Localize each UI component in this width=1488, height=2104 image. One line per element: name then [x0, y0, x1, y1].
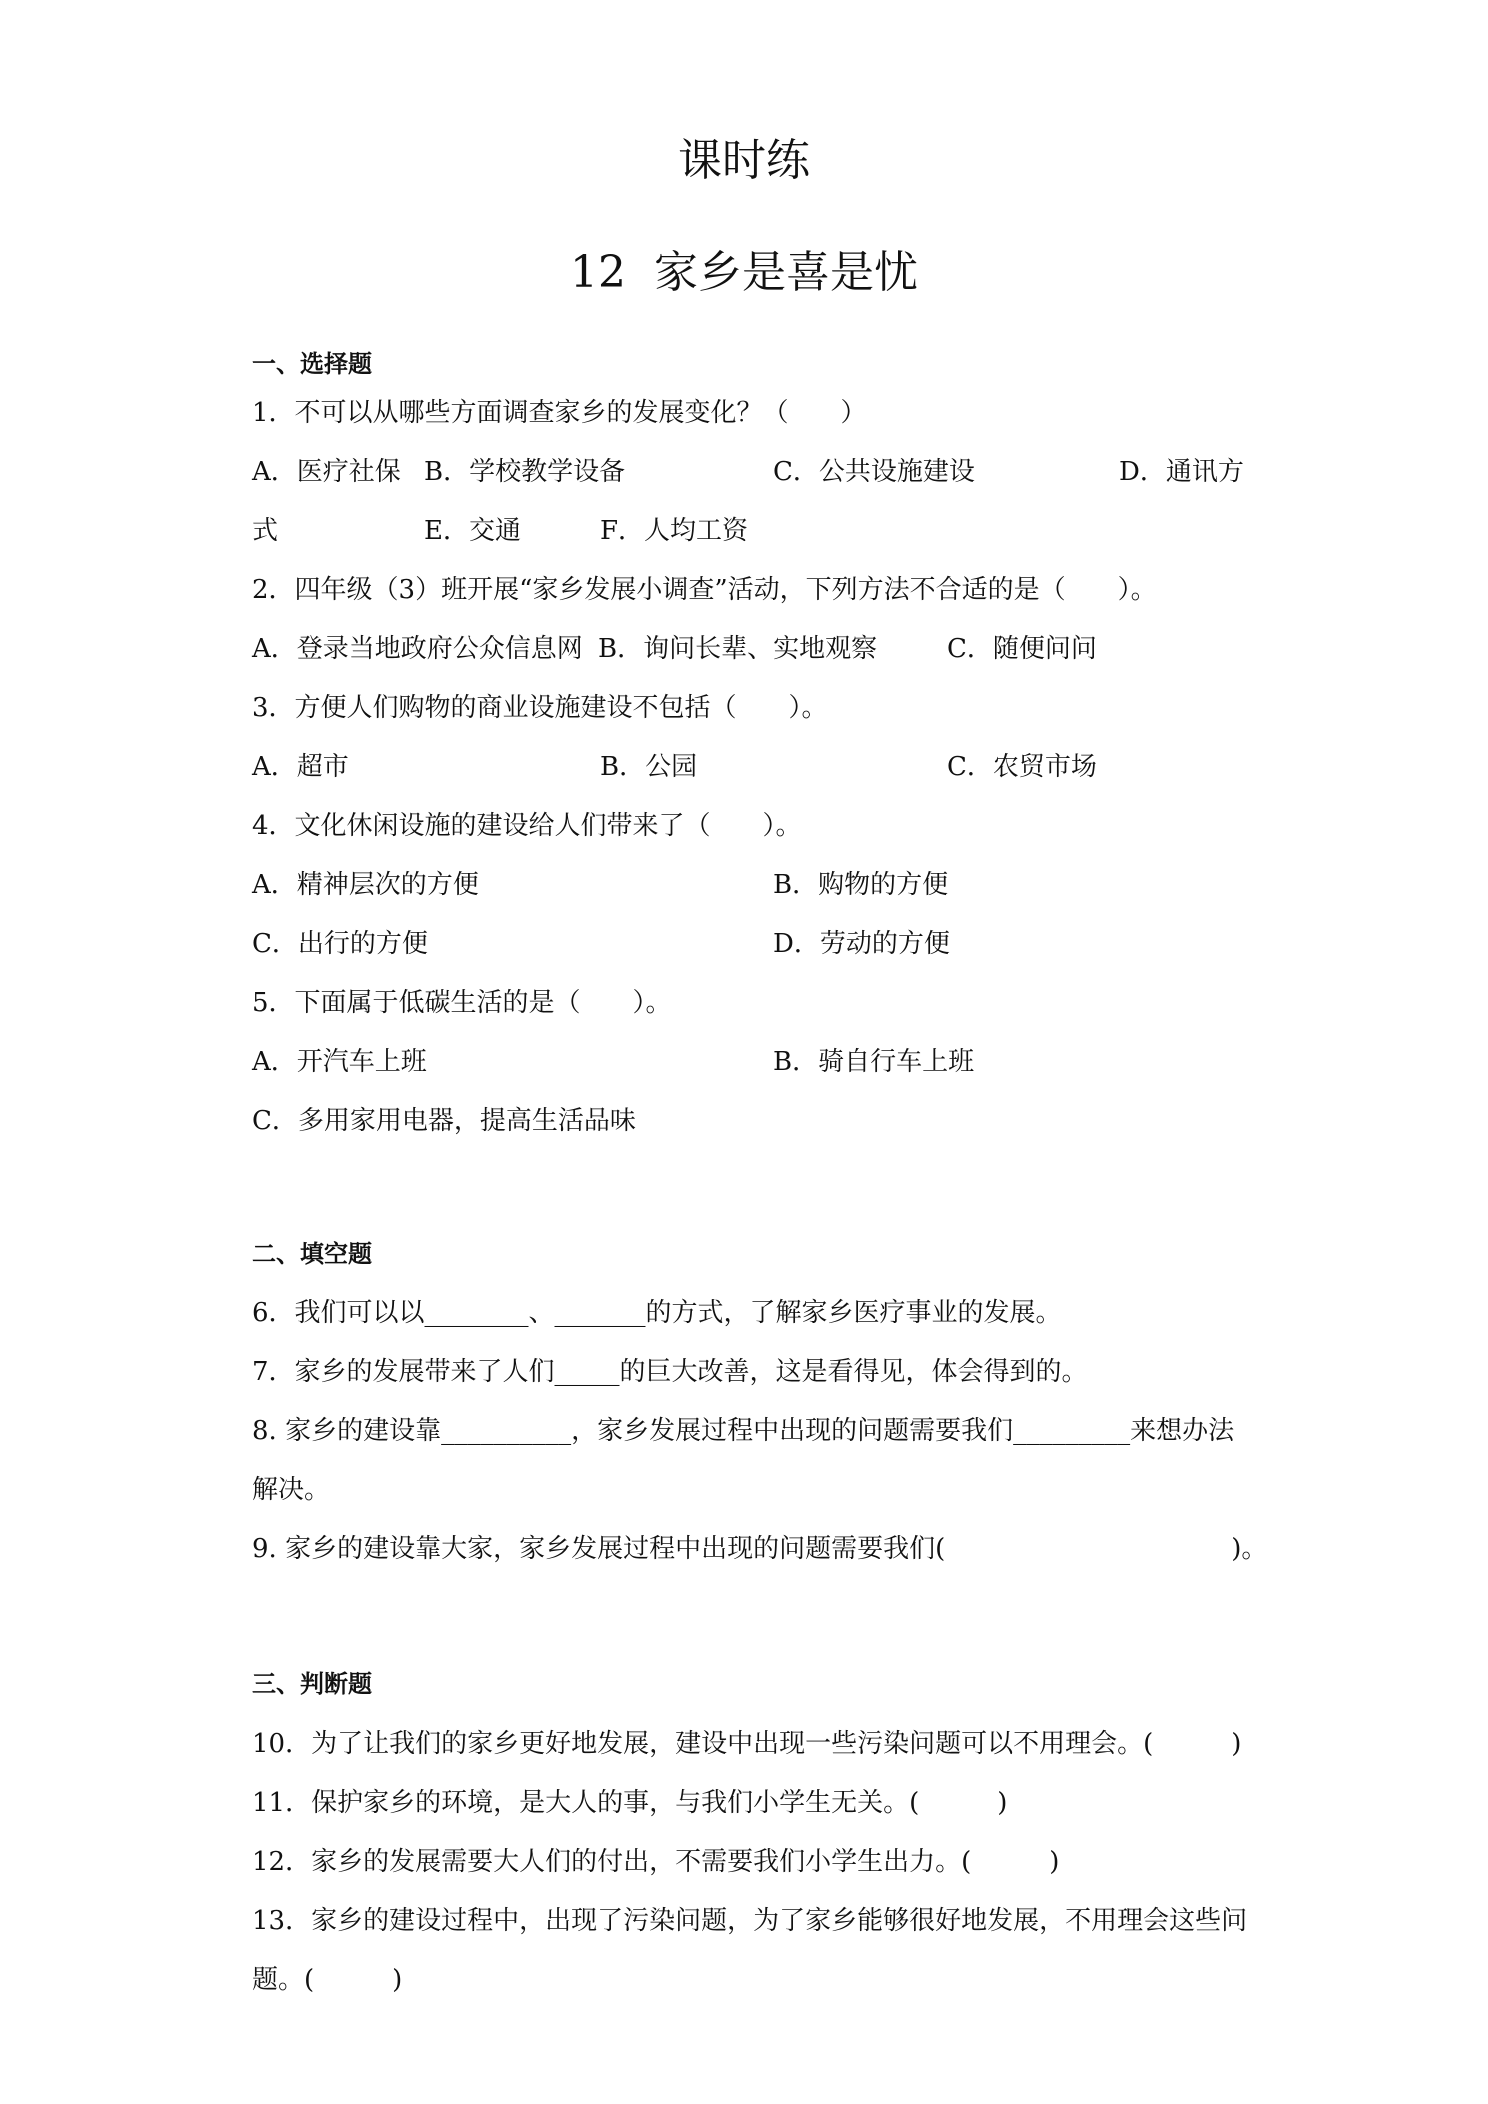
q1-option-e: E．交通 [424, 516, 521, 546]
q4-option-d: D．劳动的方便 [773, 929, 950, 959]
q4-option-c: C．出行的方便 [252, 929, 428, 959]
question-12: 12．家乡的发展需要大人们的付出，不需要我们小学生出力。( ) [252, 1847, 1060, 1877]
section-heading-choice: 一、选择题 [252, 350, 372, 378]
question-3: 3．方便人们购物的商业设施建设不包括（ ）。 [252, 693, 828, 723]
q5-option-b: B．骑自行车上班 [773, 1047, 975, 1077]
section-heading-true-false: 三、判断题 [252, 1670, 372, 1698]
q2-option-b: B．询问长辈、实地观察 [598, 634, 878, 664]
q4-option-a: A．精神层次的方便 [252, 870, 479, 900]
question-11: 11．保护家乡的环境，是大人的事，与我们小学生无关。( ) [252, 1788, 1008, 1818]
question-1: 1．不可以从哪些方面调查家乡的发展变化？（ ） [252, 398, 867, 428]
question-8: 8. 家乡的建设靠__________，家乡发展过程中出现的问题需要我们_________来想办法 [252, 1416, 1235, 1446]
question-13: 13．家乡的建设过程中，出现了污染问题，为了家乡能够很好地发展，不用理会这些问 [252, 1906, 1248, 1936]
q5-option-a: A．开汽车上班 [252, 1047, 427, 1077]
q3-option-c: C．农贸市场 [947, 752, 1097, 782]
q3-option-b: B．公园 [600, 752, 698, 782]
question-6: 6．我们可以以________、_______的方式，了解家乡医疗事业的发展。 [252, 1298, 1062, 1328]
question-9: 9. 家乡的建设靠大家，家乡发展过程中出现的问题需要我们( )。 [252, 1534, 1268, 1564]
question-5: 5．下面属于低碳生活的是（ ）。 [252, 988, 672, 1018]
question-7: 7．家乡的发展带来了人们_____的巨大改善，这是看得见，体会得到的。 [252, 1357, 1088, 1387]
q1-option-d-continued: 式 [252, 516, 279, 546]
question-13-continued: 题。( ) [252, 1965, 403, 1995]
question-10: 10．为了让我们的家乡更好地发展，建设中出现一些污染问题可以不用理会。( ) [252, 1729, 1242, 1759]
q2-option-a: A．登录当地政府公众信息网 [252, 634, 583, 664]
q4-option-b: B．购物的方便 [773, 870, 949, 900]
q1-option-f: F．人均工资 [600, 516, 749, 546]
q1-option-c: C．公共设施建设 [773, 457, 975, 487]
q1-option-a: A．医疗社保 [252, 457, 401, 487]
page-title: 课时练 [678, 135, 810, 186]
question-2: 2．四年级（3）班开展“家乡发展小调查”活动，下列方法不合适的是（ ）。 [252, 575, 1157, 605]
question-8-continued: 解决。 [252, 1475, 331, 1505]
q1-option-d: D．通讯方 [1119, 457, 1244, 487]
q2-option-c: C．随便问问 [947, 634, 1097, 664]
q1-option-b: B．学校教学设备 [424, 457, 626, 487]
lesson-title: 12 家乡是喜是忧 [570, 247, 918, 298]
section-heading-fill-blank: 二、填空题 [252, 1240, 372, 1268]
question-4: 4．文化休闲设施的建设给人们带来了（ ）。 [252, 811, 802, 841]
q5-option-c: C．多用家用电器，提高生活品味 [252, 1106, 636, 1136]
q3-option-a: A．超市 [252, 752, 349, 782]
